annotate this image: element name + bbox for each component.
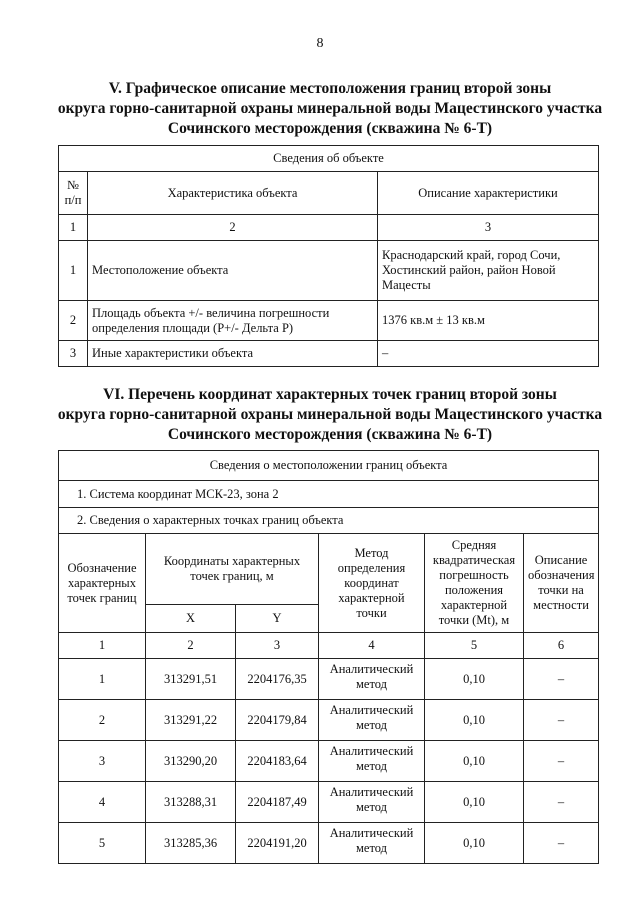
cell-y: 2204176,35 (236, 659, 319, 700)
row-char: Иные характеристики объекта (88, 341, 378, 367)
col-header-desc: Описание характеристики (378, 172, 599, 215)
cell-mt: 0,10 (425, 782, 524, 823)
table-header: Сведения о местоположении границ объекта (59, 451, 599, 481)
table-row (59, 241, 599, 301)
cell-x: 313290,20 (146, 741, 236, 782)
cell-x: 313291,22 (146, 700, 236, 741)
row-no: 2 (59, 301, 88, 341)
cell-point: 5 (59, 823, 146, 864)
row-char: Площадь объекта +/- величина погрешности определения площади (Р+/- Дельта Р) (88, 301, 378, 341)
table-header: Сведения об объекте (59, 146, 599, 172)
col-num: 2 (146, 633, 236, 659)
col-num: 1 (59, 215, 88, 241)
col-header-no: № п/п (59, 172, 88, 215)
cell-desc: – (524, 659, 599, 700)
title-line: Сочинского месторождения (скважина № 6-Т) (167, 120, 493, 137)
col-num: 1 (59, 633, 146, 659)
table-row (59, 341, 599, 367)
cell-x: 313291,51 (146, 659, 236, 700)
title-line: округа горно-санитарной охраны минеральной воды Мацестинского участка (57, 406, 603, 423)
cell-method: Аналитический метод (319, 823, 425, 864)
points-info: 2. Сведения о характерных точках границ объекта (59, 508, 599, 534)
col-header-method: Метод определения координат характерной точки (319, 534, 425, 633)
section6-title (40, 385, 620, 445)
page-number: 8 (316, 36, 324, 51)
cell-point: 3 (59, 741, 146, 782)
col-num: 6 (524, 633, 599, 659)
coordinates-table (58, 450, 599, 864)
col-header-desc: Описание обозначения точки на местности (524, 534, 599, 633)
col-header-point: Обозначение характерных точек границ (59, 534, 146, 633)
cell-x: 313285,36 (146, 823, 236, 864)
col-num: 3 (378, 215, 599, 241)
table-row (59, 741, 599, 782)
col-num: 2 (88, 215, 378, 241)
cell-mt: 0,10 (425, 823, 524, 864)
cell-desc: – (524, 782, 599, 823)
row-char: Местоположение объекта (88, 241, 378, 301)
table-row (59, 301, 599, 341)
row-desc: Краснодарский край, город Сочи, Хостинский район, район Новой Мацесты (378, 241, 599, 301)
row-desc: 1376 кв.м ± 13 кв.м (378, 301, 599, 341)
col-header-char: Характеристика объекта (88, 172, 378, 215)
cell-mt: 0,10 (425, 700, 524, 741)
cell-point: 1 (59, 659, 146, 700)
row-desc: – (378, 341, 599, 367)
table-row (59, 782, 599, 823)
table-row (59, 823, 599, 864)
section5-title (40, 79, 620, 139)
cell-desc: – (524, 823, 599, 864)
cell-y: 2204187,49 (236, 782, 319, 823)
col-header-y: Y (236, 605, 319, 633)
cell-mt: 0,10 (425, 659, 524, 700)
title-line: Сочинского месторождения (скважина № 6-Т) (167, 426, 493, 443)
title-line: VI. Перечень координат характерных точек границ второй зоны (103, 386, 557, 403)
col-header-x: X (146, 605, 236, 633)
cell-desc: – (524, 700, 599, 741)
col-num: 5 (425, 633, 524, 659)
cell-desc: – (524, 741, 599, 782)
cell-method: Аналитический метод (319, 700, 425, 741)
table-row (59, 659, 599, 700)
cell-mt: 0,10 (425, 741, 524, 782)
cell-point: 2 (59, 700, 146, 741)
cell-point: 4 (59, 782, 146, 823)
col-num: 3 (236, 633, 319, 659)
cell-method: Аналитический метод (319, 741, 425, 782)
col-header-coords: Координаты характерных точек границ, м (146, 534, 319, 605)
table-row (59, 700, 599, 741)
row-no: 1 (59, 241, 88, 301)
cell-method: Аналитический метод (319, 659, 425, 700)
cell-y: 2204179,84 (236, 700, 319, 741)
title-line: V. Графическое описание местоположения границ второй зоны (108, 80, 552, 97)
cell-method: Аналитический метод (319, 782, 425, 823)
object-info-table (58, 145, 599, 367)
cell-y: 2204183,64 (236, 741, 319, 782)
cell-x: 313288,31 (146, 782, 236, 823)
title-line: округа горно-санитарной охраны минеральной воды Мацестинского участка (57, 100, 603, 117)
coordinate-system: 1. Система координат МСК-23, зона 2 (59, 481, 599, 508)
row-no: 3 (59, 341, 88, 367)
col-num: 4 (319, 633, 425, 659)
cell-y: 2204191,20 (236, 823, 319, 864)
col-header-error: Средняя квадратическая погрешность положения характерной точки (Mt), м (425, 534, 524, 633)
